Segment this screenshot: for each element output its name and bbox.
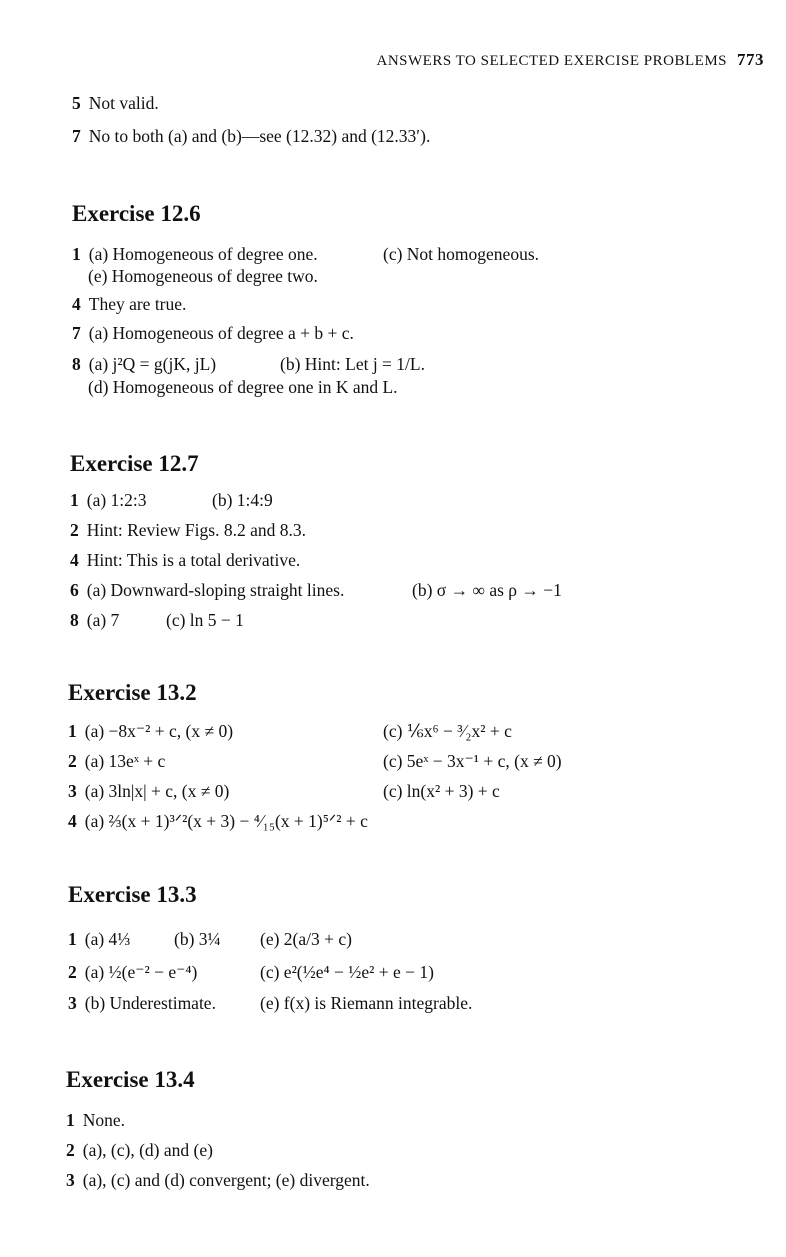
answer-part: (b) σ → ∞ as ρ → −1 bbox=[412, 580, 562, 600]
answer-line bbox=[68, 781, 229, 802]
answer-line bbox=[72, 354, 216, 375]
answer-line bbox=[66, 1110, 125, 1131]
answer-line bbox=[68, 993, 216, 1014]
section-heading: Exercise 12.6 bbox=[72, 201, 201, 226]
answer-text: They are true. bbox=[88, 294, 187, 314]
answer-text: (a), (c) and (d) convergent; (e) divergent. bbox=[82, 1170, 370, 1190]
problem-number: 4 bbox=[72, 294, 81, 314]
answer-part: (a) 7 bbox=[86, 610, 120, 630]
answer-text: Hint: Review Figs. 8.2 and 8.3. bbox=[86, 520, 306, 540]
problem-number: 1 bbox=[72, 244, 81, 264]
answer-part: (b) 3¼ bbox=[174, 929, 221, 949]
answer-line bbox=[72, 244, 318, 265]
answer-part: (a) ⅔(x + 1)³ᐟ²(x + 3) − ⁴⁄₁₅(x + 1)⁵ᐟ² + c bbox=[84, 811, 368, 831]
answer-line bbox=[70, 550, 300, 571]
answer-line bbox=[72, 126, 430, 147]
problem-number: 8 bbox=[70, 610, 79, 630]
answer-part: (a) Homogeneous of degree one. bbox=[88, 244, 318, 264]
answer-part: (e) f(x) is Riemann integrable. bbox=[260, 993, 473, 1013]
answer-text: None. bbox=[82, 1110, 126, 1130]
answer-part: (c) ln 5 − 1 bbox=[166, 610, 244, 630]
section-heading: Exercise 12.7 bbox=[70, 451, 199, 476]
answer-part: (b) 1:4:9 bbox=[212, 490, 273, 510]
running-head bbox=[377, 50, 764, 70]
problem-number: 7 bbox=[72, 323, 81, 343]
problem-number: 3 bbox=[66, 1170, 75, 1190]
problem-number: 2 bbox=[68, 962, 77, 982]
page-number: 773 bbox=[737, 50, 764, 69]
answer-part: (a) 1:2:3 bbox=[86, 490, 147, 510]
answer-line bbox=[68, 721, 233, 742]
answer-part: (a) Downward-sloping straight lines. bbox=[86, 580, 345, 600]
answer-text: Hint: This is a total derivative. bbox=[86, 550, 301, 570]
answer-line bbox=[70, 490, 147, 511]
answer-line bbox=[72, 294, 186, 315]
problem-number: 7 bbox=[72, 126, 81, 146]
answer-line bbox=[68, 811, 368, 832]
answer-part: (c) 5eˣ − 3x⁻¹ + c, (x ≠ 0) bbox=[383, 751, 562, 771]
section-heading: Exercise 13.4 bbox=[66, 1067, 195, 1092]
problem-number: 4 bbox=[68, 811, 77, 831]
answer-part: (a) 4⅓ bbox=[84, 929, 131, 949]
answer-text: Not valid. bbox=[88, 93, 159, 113]
answer-line bbox=[66, 1170, 370, 1191]
answer-line bbox=[70, 520, 306, 541]
problem-number: 2 bbox=[70, 520, 79, 540]
answer-text: No to both (a) and (b)—see (12.32) and (12.33′). bbox=[88, 126, 431, 146]
answer-part: (e) Homogeneous of degree two. bbox=[88, 266, 318, 286]
answer-line bbox=[70, 580, 344, 601]
answer-part: (a) j²Q = g(jK, jL) bbox=[88, 354, 217, 374]
answer-part: (c) Not homogeneous. bbox=[383, 244, 540, 264]
answer-part: (b) Hint: Let j = 1/L. bbox=[280, 354, 425, 374]
section-heading: Exercise 13.3 bbox=[68, 882, 197, 907]
problem-number: 8 bbox=[72, 354, 81, 374]
answer-part: (e) 2(a/3 + c) bbox=[260, 929, 352, 949]
answer-part: (b) Underestimate. bbox=[84, 993, 216, 1013]
answer-part: (a) −8x⁻² + c, (x ≠ 0) bbox=[84, 721, 234, 741]
problem-number: 3 bbox=[68, 993, 77, 1013]
running-head-title: ANSWERS TO SELECTED EXERCISE PROBLEMS bbox=[376, 53, 727, 69]
answer-line bbox=[70, 610, 119, 631]
answer-line bbox=[68, 962, 197, 983]
answer-part: (c) ln(x² + 3) + c bbox=[383, 781, 500, 801]
problem-number: 1 bbox=[70, 490, 79, 510]
problem-number: 2 bbox=[68, 751, 77, 771]
answer-text: (a) Homogeneous of degree a + b + c. bbox=[88, 323, 354, 343]
problem-number: 4 bbox=[70, 550, 79, 570]
answer-part: (c) ⅙x⁶ − ³⁄₂x² + c bbox=[383, 721, 512, 741]
section-heading: Exercise 13.2 bbox=[68, 680, 197, 705]
problem-number: 6 bbox=[70, 580, 79, 600]
answer-line bbox=[72, 93, 159, 114]
problem-number: 2 bbox=[66, 1140, 75, 1160]
problem-number: 1 bbox=[68, 721, 77, 741]
problem-number: 1 bbox=[68, 929, 77, 949]
problem-number: 1 bbox=[66, 1110, 75, 1130]
problem-number: 3 bbox=[68, 781, 77, 801]
answer-line bbox=[66, 1140, 213, 1161]
answer-part: (d) Homogeneous of degree one in K and L. bbox=[88, 377, 398, 397]
answer-line bbox=[68, 929, 130, 950]
answer-part: (c) e²(½e⁴ − ½e² + e − 1) bbox=[260, 962, 434, 982]
answer-part: (a) 13eˣ + c bbox=[84, 751, 166, 771]
answer-text: (a), (c), (d) and (e) bbox=[82, 1140, 213, 1160]
answer-part: (a) ½(e⁻² − e⁻⁴) bbox=[84, 962, 198, 982]
answer-part: (a) 3ln|x| + c, (x ≠ 0) bbox=[84, 781, 230, 801]
answer-line bbox=[72, 323, 354, 344]
problem-number: 5 bbox=[72, 93, 81, 113]
answer-line bbox=[68, 751, 165, 772]
